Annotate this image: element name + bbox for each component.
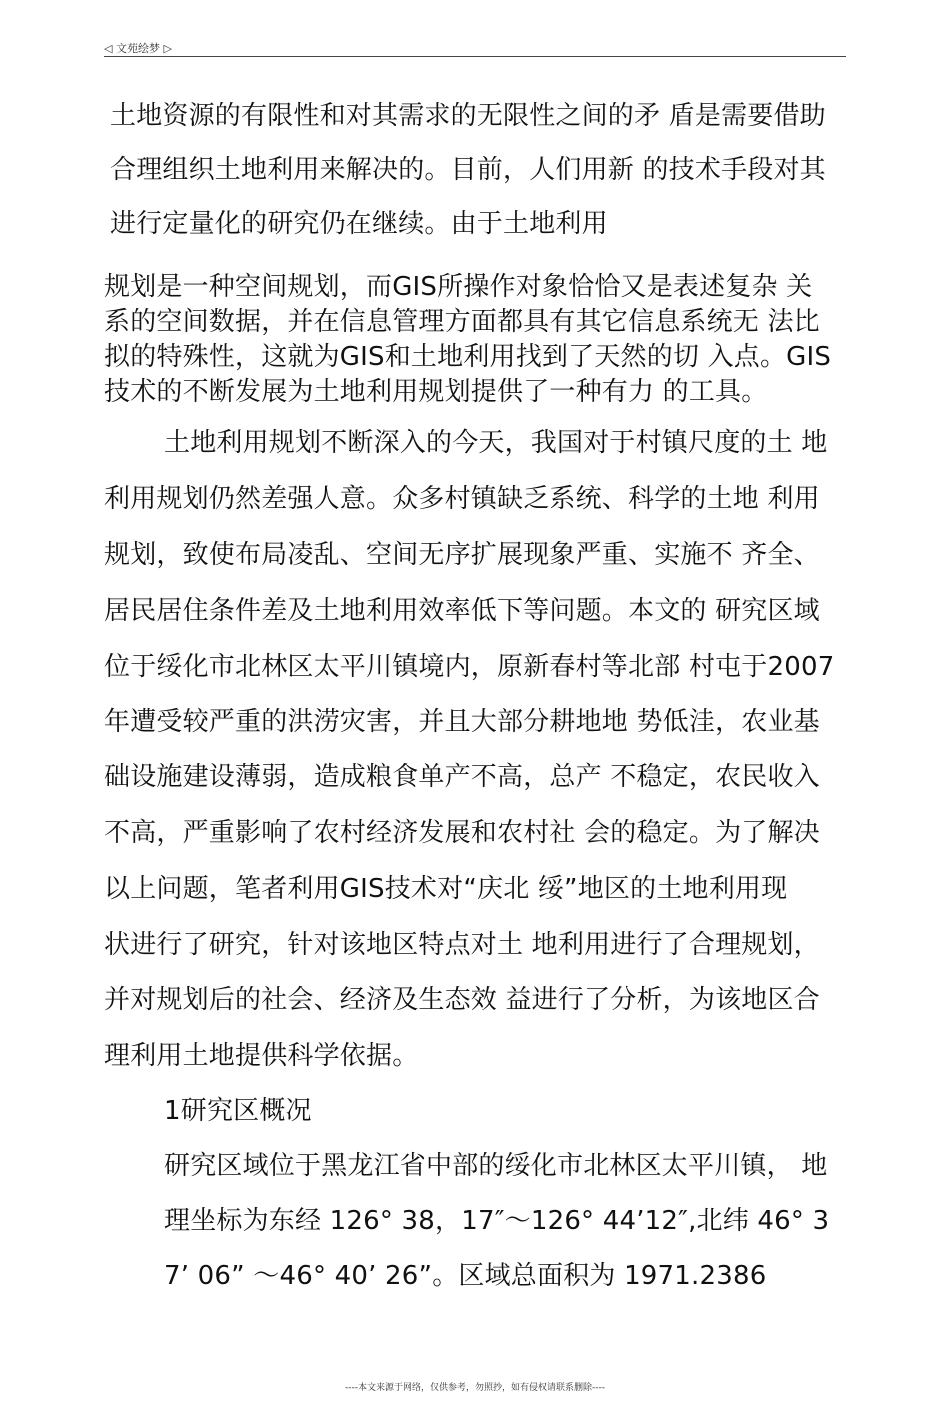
body-line: 础设施建设薄弱，造成粮食单产不高，总产 不稳定，农民收入 — [104, 762, 820, 792]
body-line: 以上问题，笔者利用GIS技术对“庆北 绥”地区的土地利用现 — [104, 874, 788, 904]
body-line: 拟的特殊性，这就为GIS和土地利用找到了天然的切 入点。GIS — [104, 342, 832, 372]
body-line: 合理组织土地利用来解决的。目前，人们用新 的技术手段对其 — [110, 155, 826, 185]
header-label: ◁ 文苑绘梦 ▷ — [104, 42, 172, 55]
body-line: 7’ 06” 〜46° 40’ 26”。区域总面积为 1971.2386 — [164, 1261, 767, 1291]
body-line: 位于绥化市北林区太平川镇境内，原新春村等北部 村屯于2007 — [104, 652, 835, 682]
body-line: 规划，致使布局凌乱、空间无序扩展现象严重、实施不 齐全、 — [104, 540, 820, 570]
body-line: 理利用土地提供科学依据。 — [104, 1041, 419, 1071]
body-line: 土地资源的有限性和对其需求的无限性之间的矛 盾是需要借助 — [110, 101, 826, 131]
body-line: 年遭受较严重的洪涝灾害，并且大部分耕地地 势低洼，农业基 — [104, 707, 820, 737]
body-line: 状进行了研究，针对该地区特点对土 地利用进行了合理规划， — [104, 930, 820, 960]
body-line: 理坐标为东经 126° 38，17″〜126° 44’12″,北纬 46° 3 — [164, 1206, 830, 1236]
body-line: 技术的不断发展为土地利用规划提供了一种有力 的工具。 — [104, 377, 768, 407]
body-line: 利用规划仍然差强人意。众多村镇缺乏系统、科学的土地 利用 — [104, 484, 820, 514]
body-line: 规划是一种空间规划，而GIS所操作对象恰恰又是表述复杂 关 — [104, 272, 813, 302]
page-header — [104, 40, 846, 57]
section-heading: 1研究区概况 — [164, 1096, 312, 1126]
body-line: 不高，严重影响了农村经济发展和农村社 会的稳定。为了解决 — [104, 818, 820, 848]
body-line: 并对规划后的社会、经济及生态效 益进行了分析，为该地区合 — [104, 985, 820, 1015]
body-line: 系的空间数据，并在信息管理方面都具有其它信息系统无 法比 — [104, 307, 820, 337]
body-line: 居民居住条件差及土地利用效率低下等问题。本文的 研究区域 — [104, 596, 820, 626]
page-footer-note: ----本文来源于网络，仅供参考，勿照抄，如有侵权请联系删除---- — [345, 1383, 605, 1393]
body-line: 土地利用规划不断深入的今天，我国对于村镇尺度的土 地 — [164, 428, 828, 458]
body-line: 进行定量化的研究仍在继续。由于土地利用 — [110, 209, 608, 239]
body-line: 研究区域位于黑龙江省中部的绥化市北林区太平川镇， 地 — [164, 1151, 828, 1181]
